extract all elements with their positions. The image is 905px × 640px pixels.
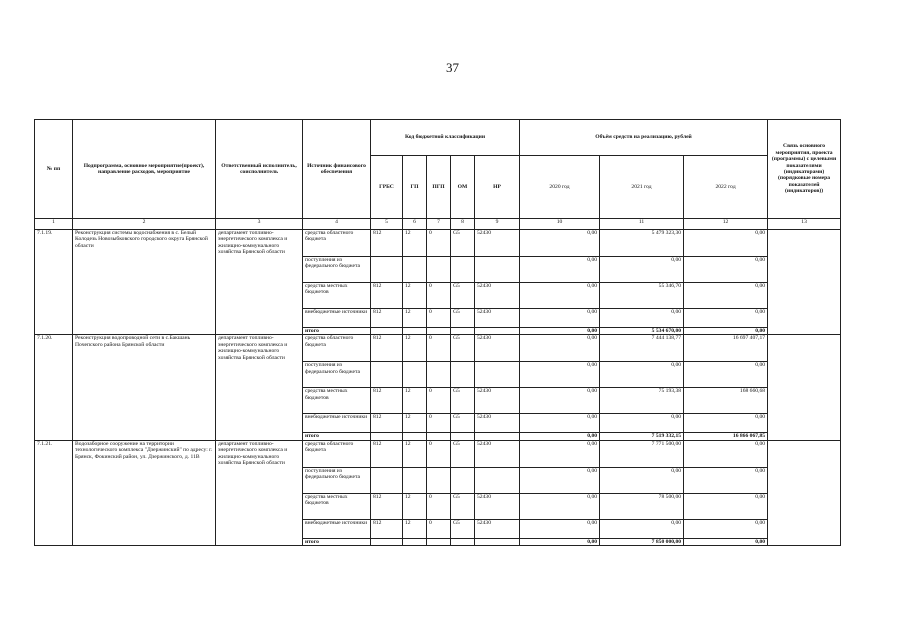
header-year-2022: 2022 год	[684, 156, 768, 219]
kbk-pgp	[427, 328, 451, 335]
project-number: 7.1.21.	[35, 440, 73, 545]
amount-y2021: 7 444 138,77	[600, 335, 684, 362]
kbk-om	[451, 362, 475, 388]
project-name: Реконструкция системы водоснабжения в с. Белый Колодезь Новозыбковского городского округа Брянской области	[73, 230, 216, 335]
amount-y2021: 0,00	[600, 467, 684, 493]
kbk-om: G5	[451, 283, 475, 309]
kbk-pgp: 0	[427, 440, 451, 467]
amount-y2022: 0,00	[684, 414, 768, 433]
kbk-pgp	[427, 362, 451, 388]
amount-y2021: 0,00	[600, 362, 684, 388]
kbk-gp: 12	[403, 283, 427, 309]
kbk-nr	[475, 328, 520, 335]
column-numbers-row	[35, 219, 841, 230]
header-num: № пп	[35, 120, 73, 219]
column-number: 1	[35, 219, 73, 230]
kbk-grbs	[371, 328, 403, 335]
header-kbk: Код бюджетной классификации	[371, 120, 520, 156]
funding-source: поступления из федерального бюджета	[303, 362, 371, 388]
column-number: 5	[371, 219, 403, 230]
funding-source: внебюджетные источники	[303, 309, 371, 328]
column-number: 12	[684, 219, 768, 230]
table-body	[35, 230, 841, 546]
kbk-pgp: 0	[427, 283, 451, 309]
budget-table	[34, 119, 841, 546]
kbk-grbs	[371, 433, 403, 440]
kbk-gp: 12	[403, 414, 427, 433]
amount-y2022: 168 660,68	[684, 388, 768, 414]
column-number: 10	[520, 219, 600, 230]
kbk-gp: 12	[403, 230, 427, 257]
kbk-pgp: 0	[427, 493, 451, 519]
funding-source: средства областного бюджета	[303, 230, 371, 257]
header-link: Связь основного мероприятия, проекта (программы) с целевыми показателями (индикаторами) (порядковые номера показателей (индикаторов))	[768, 120, 841, 219]
kbk-om	[451, 538, 475, 545]
amount-y2022: 0,00	[684, 230, 768, 257]
kbk-nr: 52430	[475, 309, 520, 328]
kbk-om	[451, 257, 475, 283]
amount-y2022: 0,00	[684, 519, 768, 538]
kbk-gp	[403, 362, 427, 388]
kbk-gp: 12	[403, 388, 427, 414]
kbk-grbs: 812	[371, 388, 403, 414]
kbk-gp	[403, 433, 427, 440]
amount-y2020: 0,00	[520, 309, 600, 328]
kbk-om	[451, 328, 475, 335]
kbk-grbs: 812	[371, 230, 403, 257]
amount-y2022: 0,00	[684, 257, 768, 283]
amount-y2021: 7 519 332,15	[600, 433, 684, 440]
kbk-gp: 12	[403, 309, 427, 328]
indicator-link	[768, 440, 841, 545]
kbk-grbs	[371, 538, 403, 545]
kbk-om: G5	[451, 388, 475, 414]
amount-y2021: 55 346,70	[600, 283, 684, 309]
kbk-om: G5	[451, 230, 475, 257]
funding-source: итого	[303, 433, 371, 440]
kbk-grbs: 812	[371, 440, 403, 467]
header-grbs: ГРБС	[371, 156, 403, 219]
kbk-pgp: 0	[427, 388, 451, 414]
column-number: 9	[475, 219, 520, 230]
kbk-nr: 52430	[475, 388, 520, 414]
kbk-grbs: 812	[371, 493, 403, 519]
kbk-om	[451, 467, 475, 493]
kbk-om: G5	[451, 493, 475, 519]
funding-source: средства местных бюджетов	[303, 493, 371, 519]
table-row	[35, 335, 841, 362]
kbk-pgp	[427, 257, 451, 283]
amount-y2020: 0,00	[520, 328, 600, 335]
kbk-pgp: 0	[427, 335, 451, 362]
amount-y2020: 0,00	[520, 283, 600, 309]
funding-source: итого	[303, 538, 371, 545]
amount-y2020: 0,00	[520, 467, 600, 493]
kbk-om: G5	[451, 414, 475, 433]
kbk-gp	[403, 467, 427, 493]
funding-source: средства областного бюджета	[303, 440, 371, 467]
amount-y2022: 0,00	[684, 467, 768, 493]
amount-y2021: 75 193,38	[600, 388, 684, 414]
kbk-grbs	[371, 257, 403, 283]
project-number: 7.1.20.	[35, 335, 73, 440]
kbk-pgp: 0	[427, 519, 451, 538]
table-row	[35, 230, 841, 257]
project-name: Водозаборное сооружение на территории технологического комплекса "Дзержинский" по адресу: г. Брянск, Фокинский район, ул. Дзержинского, д. 11В	[73, 440, 216, 545]
header-source: Источник финансового обеспечения	[303, 120, 371, 219]
kbk-pgp: 0	[427, 230, 451, 257]
amount-y2021: 0,00	[600, 519, 684, 538]
amount-y2022: 0,00	[684, 362, 768, 388]
amount-y2021: 7 771 500,00	[600, 440, 684, 467]
kbk-grbs: 812	[371, 335, 403, 362]
project-name: Реконструкция водопроводной сети в с.Бакшань Почепского района Брянской области	[73, 335, 216, 440]
header-volume: Объём средств на реализацию, рублей	[520, 120, 768, 156]
kbk-grbs	[371, 362, 403, 388]
column-number: 4	[303, 219, 371, 230]
header-nr: НР	[475, 156, 520, 219]
amount-y2022: 0,00	[684, 283, 768, 309]
kbk-nr: 52430	[475, 440, 520, 467]
header-gp: ГП	[403, 156, 427, 219]
funding-source: внебюджетные источники	[303, 519, 371, 538]
kbk-pgp	[427, 433, 451, 440]
indicator-link	[768, 335, 841, 440]
amount-y2020: 0,00	[520, 257, 600, 283]
kbk-pgp: 0	[427, 309, 451, 328]
kbk-grbs: 812	[371, 414, 403, 433]
amount-y2022: 0,00	[684, 309, 768, 328]
kbk-gp	[403, 257, 427, 283]
kbk-gp: 12	[403, 493, 427, 519]
kbk-nr: 52430	[475, 519, 520, 538]
kbk-om: G5	[451, 440, 475, 467]
amount-y2020: 0,00	[520, 230, 600, 257]
kbk-om: G5	[451, 309, 475, 328]
project-responsible: департамент топливно-энергетического комплекса и жилищно-коммунального хозяйства Брянской области	[216, 335, 303, 440]
kbk-grbs: 812	[371, 283, 403, 309]
amount-y2022: 0,00	[684, 440, 768, 467]
amount-y2020: 0,00	[520, 440, 600, 467]
amount-y2020: 0,00	[520, 388, 600, 414]
amount-y2020: 0,00	[520, 538, 600, 545]
project-responsible: департамент топливно-энергетического комплекса и жилищно-коммунального хозяйства Брянской области	[216, 230, 303, 335]
kbk-om	[451, 433, 475, 440]
project-number: 7.1.19.	[35, 230, 73, 335]
kbk-pgp	[427, 467, 451, 493]
column-number: 2	[73, 219, 216, 230]
amount-y2020: 0,00	[520, 519, 600, 538]
amount-y2021: 0,00	[600, 257, 684, 283]
amount-y2020: 0,00	[520, 414, 600, 433]
kbk-gp: 12	[403, 440, 427, 467]
funding-source: средства местных бюджетов	[303, 283, 371, 309]
amount-y2022: 0,00	[684, 328, 768, 335]
kbk-nr: 52430	[475, 230, 520, 257]
header-pgp: ПГП	[427, 156, 451, 219]
kbk-gp: 12	[403, 335, 427, 362]
amount-y2022: 0,00	[684, 538, 768, 545]
kbk-pgp	[427, 538, 451, 545]
amount-y2021: 7 850 000,00	[600, 538, 684, 545]
amount-y2021: 5 479 323,30	[600, 230, 684, 257]
funding-source: внебюджетные источники	[303, 414, 371, 433]
funding-source: средства областного бюджета	[303, 335, 371, 362]
kbk-grbs	[371, 467, 403, 493]
amount-y2020: 0,00	[520, 433, 600, 440]
kbk-grbs: 812	[371, 519, 403, 538]
kbk-nr	[475, 257, 520, 283]
amount-y2021: 5 534 670,00	[600, 328, 684, 335]
kbk-nr: 52430	[475, 414, 520, 433]
amount-y2020: 0,00	[520, 335, 600, 362]
amount-y2021: 0,00	[600, 309, 684, 328]
header-responsible: Ответственный исполнитель, соисполнитель	[216, 120, 303, 219]
kbk-om: G5	[451, 335, 475, 362]
column-number: 11	[600, 219, 684, 230]
header-year-2021: 2021 год	[600, 156, 684, 219]
funding-source: поступления из федерального бюджета	[303, 467, 371, 493]
amount-y2020: 0,00	[520, 493, 600, 519]
kbk-gp: 12	[403, 519, 427, 538]
header-om: ОМ	[451, 156, 475, 219]
table-row	[35, 440, 841, 467]
funding-source: поступления из федерального бюджета	[303, 257, 371, 283]
kbk-nr	[475, 467, 520, 493]
column-number: 8	[451, 219, 475, 230]
amount-y2022: 16 866 067,85	[684, 433, 768, 440]
kbk-pgp: 0	[427, 414, 451, 433]
kbk-grbs: 812	[371, 309, 403, 328]
column-number: 7	[427, 219, 451, 230]
header-program: Подпрограмма, основное мероприятие(проект), направление расходов, мероприятие	[73, 120, 216, 219]
kbk-nr	[475, 538, 520, 545]
indicator-link	[768, 230, 841, 335]
column-number: 6	[403, 219, 427, 230]
header-year-2020: 2020 год	[520, 156, 600, 219]
kbk-nr: 52430	[475, 335, 520, 362]
kbk-nr: 52430	[475, 493, 520, 519]
page-number: 37	[446, 60, 459, 75]
amount-y2020: 0,00	[520, 362, 600, 388]
kbk-om: G5	[451, 519, 475, 538]
amount-y2021: 0,00	[600, 414, 684, 433]
kbk-nr	[475, 433, 520, 440]
kbk-nr: 52430	[475, 283, 520, 309]
funding-source: итого	[303, 328, 371, 335]
funding-source: средства местных бюджетов	[303, 388, 371, 414]
kbk-nr	[475, 362, 520, 388]
column-number: 13	[768, 219, 841, 230]
project-responsible: департамент топливно-энергетического комплекса и жилищно-коммунального хозяйства Брянской области	[216, 440, 303, 545]
kbk-gp	[403, 328, 427, 335]
kbk-gp	[403, 538, 427, 545]
amount-y2022: 16 697 407,17	[684, 335, 768, 362]
amount-y2021: 78 500,00	[600, 493, 684, 519]
amount-y2022: 0,00	[684, 493, 768, 519]
column-number: 3	[216, 219, 303, 230]
